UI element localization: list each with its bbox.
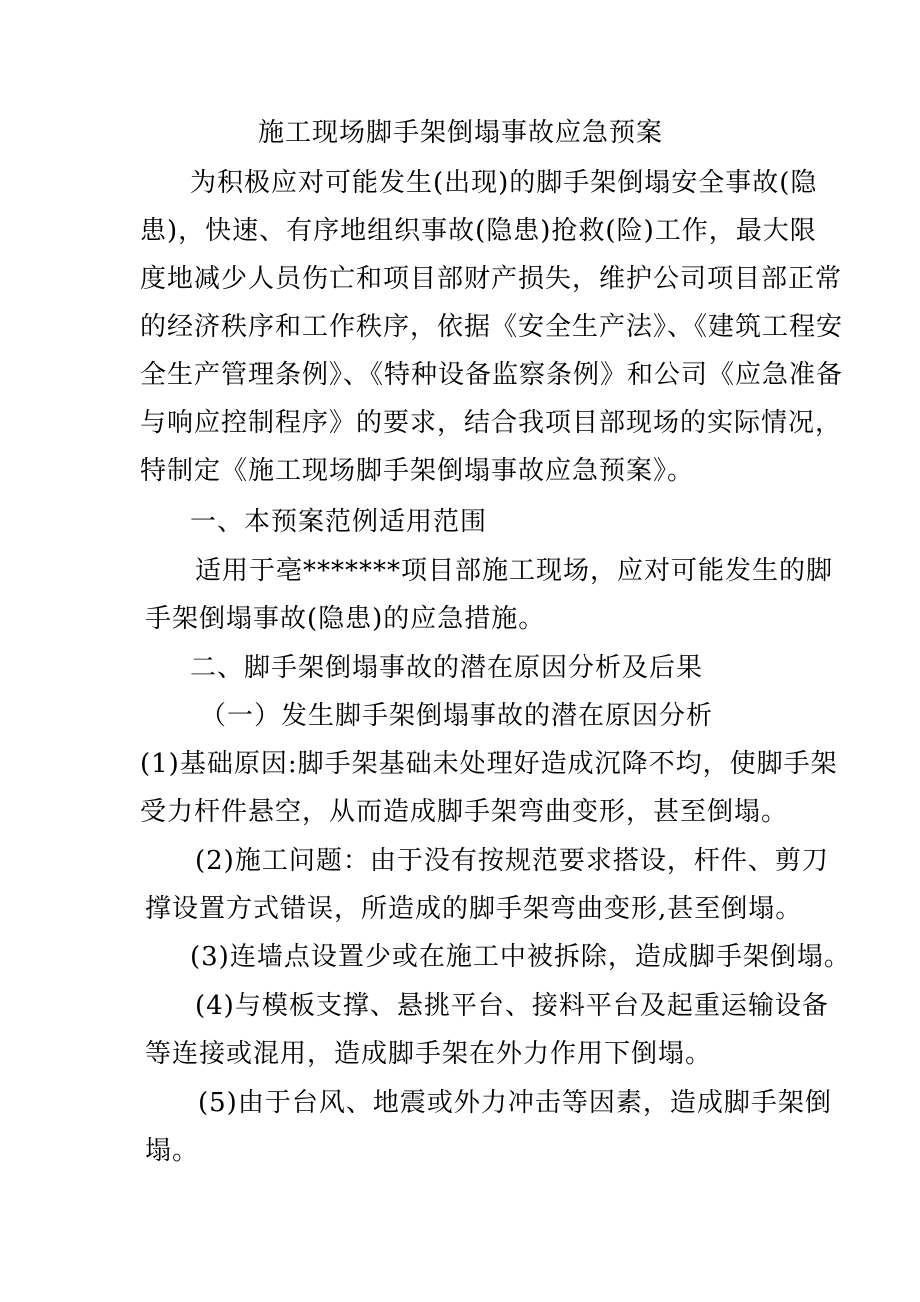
intro-line: 患)，快速、有序地组织事故(隐患)抢救(险)工作，最大限	[140, 216, 817, 246]
cause-item-4-line: 等连接或混用，造成脚手架在外力作用下倒塌。	[145, 1039, 713, 1069]
cause-item-2-line: (2)施工问题：由于没有按规范要求搭设，杆件、剪刀	[195, 846, 829, 876]
cause-item-4-line: (4)与模板支撑、悬挑平台、接料平台及起重运输设备	[195, 991, 829, 1021]
section-1-line: 适用于亳*******项目部施工现场，应对可能发生的脚	[195, 556, 834, 586]
intro-line: 特制定《施工现场脚手架倒塌事故应急预案》。	[140, 456, 695, 486]
cause-item-5-line: 塌。	[145, 1136, 200, 1166]
intro-line: 与响应控制程序》的要求，结合我项目部现场的实际情况，	[140, 408, 843, 438]
document-title: 施工现场脚手架倒塌事故应急预案	[258, 118, 664, 148]
intro-line: 全生产管理条例》、《特种设备监察条例》和公司《应急准备	[140, 360, 844, 390]
cause-item-1-line: (1)基础原因:脚手架基础未处理好造成沉降不均，使脚手架	[140, 749, 838, 779]
section-2-subheading: （一）发生脚手架倒塌事故的潜在原因分析	[200, 701, 714, 731]
cause-item-3-line: (3)连墙点设置少或在施工中被拆除，造成脚手架倒塌。	[190, 942, 851, 972]
section-1-heading: 一、本预案范例适用范围	[190, 507, 488, 537]
section-1-line: 手架倒塌事故(隐患)的应急措施。	[145, 604, 546, 634]
cause-item-2-line: 撑设置方式错误，所造成的脚手架弯曲变形,甚至倒塌。	[145, 894, 803, 924]
intro-line: 为积极应对可能发生(出现)的脚手架倒塌安全事故(隐	[190, 168, 818, 198]
cause-item-5-line: (5)由于台风、地震或外力冲击等因素，造成脚手架倒	[198, 1088, 832, 1118]
intro-line: 的经济秩序和工作秩序，依据《安全生产法》、《建筑工程安	[140, 312, 844, 342]
section-2-heading: 二、脚手架倒塌事故的潜在原因分析及后果	[190, 653, 704, 683]
intro-line: 度地减少人员伤亡和项目部财产损失，维护公司项目部正常	[140, 264, 843, 294]
cause-item-1-line: 受力杆件悬空，从而造成脚手架弯曲变形，甚至倒塌。	[140, 797, 789, 827]
